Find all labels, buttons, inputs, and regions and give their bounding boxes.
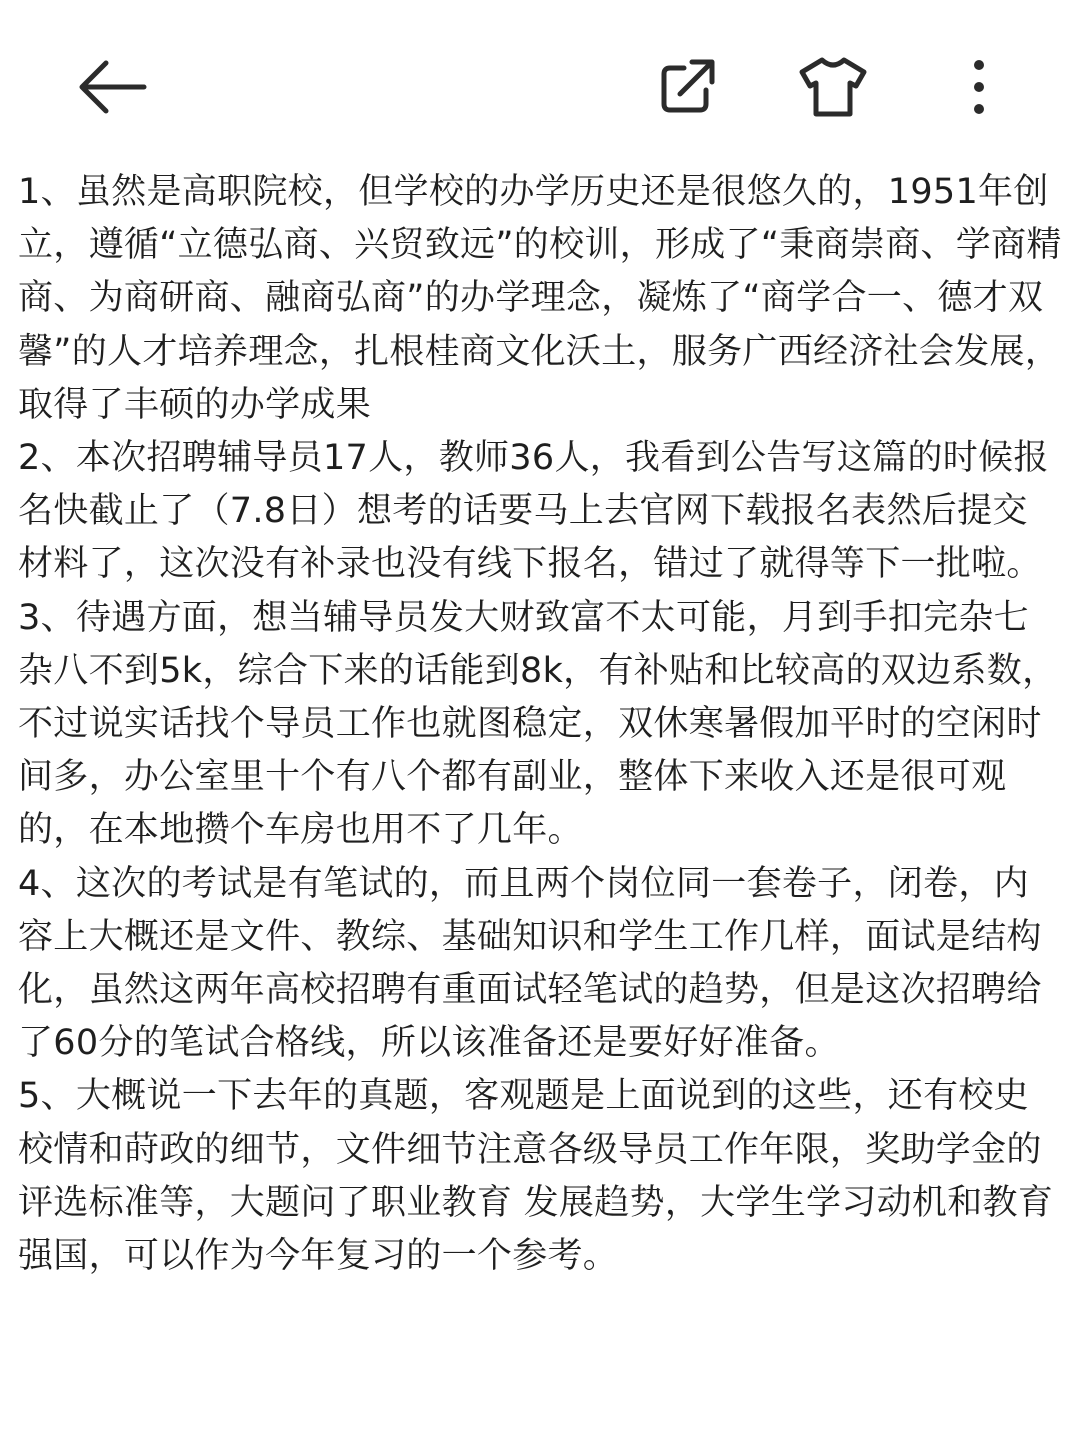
article-paragraph-5: 5、大概说一下去年的真题，客观题是上面说到的这些，还有校史校情和莳政的细节，文件细节注意各级导员工作年限，奖助学金的评选标准等，大题问了职业教育 发展趋势，大学生学习动机和教育强国，可以作为今年复习的一个参考。 [18,1076,1054,1277]
arrow-left-icon [72,52,152,122]
theme-button[interactable] [796,50,870,124]
more-options-button[interactable] [956,52,1002,122]
article-paragraph-3: 3、待遇方面，想当辅导员发大财致富不太可能，月到手扣完杂七杂八不到5k，综合下来的话能到8k，有补贴和比较高的双边系数，不过说实话找个导员工作也就图稳定，双休寒暑假加平时的空闲时间多，办公室里十个有八个都有副业，整体下来收入还是很可观的，在本地攒个车房也用不了几年。 [18,597,1058,851]
article-paragraph-1: 1、虽然是高职院校，但学校的办学历史还是很悠久的，1951年创立，遵循“立德弘商、兴贸致远”的校训，形成了“秉商崇商、学商精商、为商研商、融商弘商”的办学理念，凝炼了“商学合一、德才双馨”的人才培养理念，扎根桂商文化沃土，服务广西经济社会发展，取得了丰硕的办学成果 [18,172,1062,425]
tshirt-icon [796,50,870,124]
external-share-icon [650,52,724,122]
article-paragraph-4: 4、这次的考试是有笔试的，而且两个岗位同一套卷子，闭卷，内容上大概还是文件、教综、基础知识和学生工作几样，面试是结构化，虽然这两年高校招聘有重面试轻笔试的趋势，但是这次招聘给了60分的笔试合格线，所以该准备还是要好好准备。 [18,863,1042,1064]
share-button[interactable] [650,52,724,122]
vertical-dots-icon [956,52,1002,122]
article-body [18,166,1062,1283]
back-button[interactable] [72,52,152,122]
top-toolbar [0,0,1080,170]
article-paragraph-2: 2、本次招聘辅导员17人，教师36人，我看到公告写这篇的时候报名快截止了（7.8日）想考的话要马上去官网下载报名表然后提交材料了，这次没有补录也没有线下报名，错过了就得等下一批啦。 [18,438,1049,585]
